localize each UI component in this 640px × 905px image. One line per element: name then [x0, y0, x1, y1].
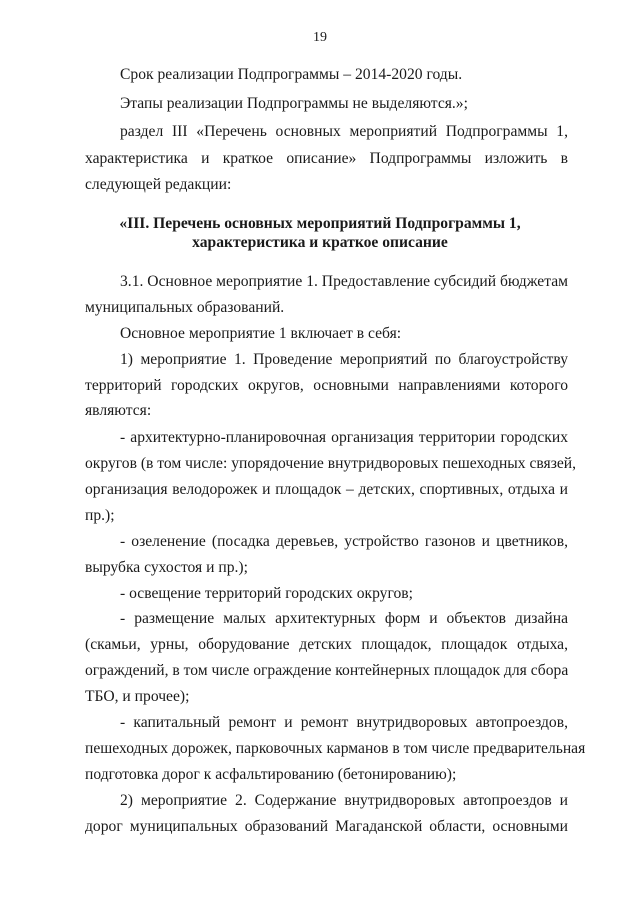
- section-heading-line-2: характеристика и краткое описание: [192, 234, 448, 251]
- text-line: являются:: [85, 402, 152, 419]
- text-line: - архитектурно-планировочная организация территории городских: [120, 429, 568, 446]
- text-line: муниципальных образований.: [85, 299, 285, 316]
- text-line: - озеленение (посадка деревьев, устройство газонов и цветников,: [120, 533, 568, 550]
- text-line: 1) мероприятие 1. Проведение мероприятий по благоустройству: [120, 351, 568, 368]
- text-line: организация велодорожек и площадок – детских, спортивных, отдыха и: [85, 481, 568, 498]
- text-line: - освещение территорий городских округов;: [120, 585, 413, 602]
- text-line: - размещение малых архитектурных форм и объектов дизайна: [120, 610, 568, 627]
- text-line: следующей редакции:: [85, 176, 232, 193]
- text-line: дорог муниципальных образований Магаданской области, основными: [85, 818, 568, 835]
- text-line: Основное мероприятие 1 включает в себя:: [120, 325, 402, 342]
- text-line: пр.);: [85, 507, 115, 524]
- section-heading-line-1: «III. Перечень основных мероприятий Подпрограммы 1,: [119, 215, 521, 232]
- text-line: - капитальный ремонт и ремонт внутридворовых автопроездов,: [120, 714, 568, 731]
- text-line: Этапы реализации Подпрограммы не выделяются.»;: [120, 95, 468, 112]
- text-line: подготовка дорог к асфальтированию (бетонированию);: [85, 766, 457, 783]
- text-line: ограждений, в том числе ограждение контейнерных площадок для сбора: [85, 662, 569, 679]
- text-line: территорий городских округов, основными направлениями которого: [85, 377, 568, 394]
- text-line: (скамьи, урны, оборудование детских площадок, площадок отдыха,: [85, 636, 568, 653]
- text-line: вырубка сухостоя и пр.);: [85, 559, 248, 576]
- page-number: 19: [313, 30, 327, 45]
- text-line: пешеходных дорожек, парковочных карманов в том числе предварительная: [85, 740, 586, 757]
- text-line: Срок реализации Подпрограммы – 2014-2020 годы.: [120, 66, 463, 83]
- text-line: характеристика и краткое описание» Подпрограммы изложить в: [85, 150, 568, 167]
- text-line: раздел III «Перечень основных мероприятий Подпрограммы 1,: [120, 123, 568, 140]
- text-line: 3.1. Основное мероприятие 1. Предоставление субсидий бюджетам: [120, 273, 568, 290]
- text-line: округов (в том числе: упорядочение внутридворовых пешеходных связей,: [85, 455, 577, 472]
- text-line: 2) мероприятие 2. Содержание внутридворовых автопроездов и: [120, 792, 568, 809]
- text-line: ТБО, и прочее);: [85, 688, 190, 705]
